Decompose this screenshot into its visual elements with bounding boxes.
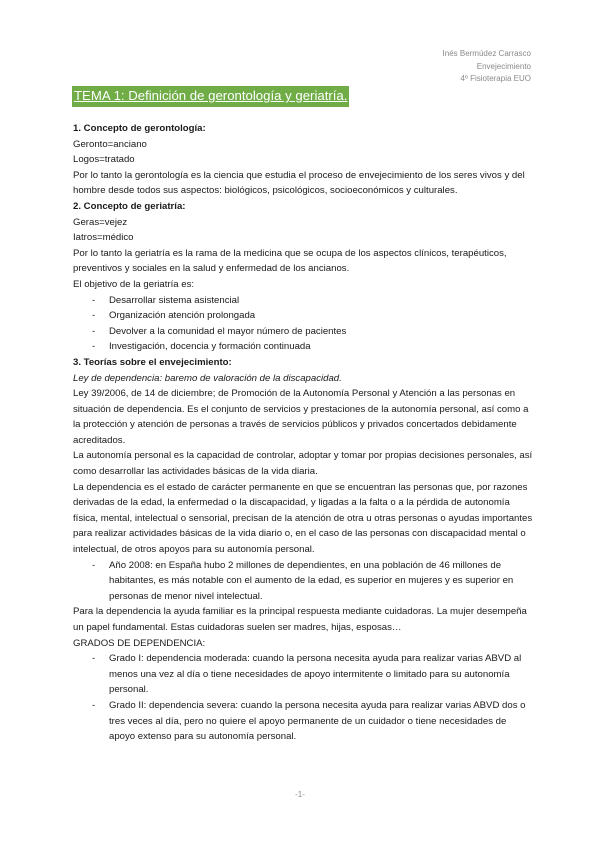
page-number: -1- [295,790,305,799]
paragraph: Para la dependencia la ayuda familiar es la principal respuesta mediante cuidadoras. La mujer desempeña un papel fundamental. Estas cuidadoras suelen ser madres, hijas, esposas… [73,606,527,633]
list-item: - Grado I: dependencia moderada: cuando la persona necesita ayuda para realizar varias ABVD al menos una vez al día o tiene necesidades de apoyo intermitente o limitado para su autonomía personal. [73,651,533,698]
statistics-list [73,558,533,605]
paragraph: La dependencia es el estado de carácter permanente en que se encuentran las personas que, por razones derivadas de la edad, la enfermedad o la discapacidad, y ligadas a la falta o a la pérdida de autonomía física, mental, intelectual o sensorial, precisan de la atención de otra u otras personas o ayudas importantes para realizar actividades básicas de la vida diario o, en el caso de las personas con discapacidad mental o intelectual, de otros apoyos para su autonomía personal. [73,481,533,556]
objectives-list [73,293,533,355]
header-course: 4º Fisioterapia EUO [460,74,531,83]
paragraph: El objetivo de la geriatría es: [73,278,195,290]
list-item: - Organización atención prolongada [73,308,533,324]
paragraph: Por lo tanto la geriatría es la rama de la medicina que se ocupa de los aspectos clínicos, terapéuticos, preventivos y sociales en la salud y enfermedad de los ancianos. [73,247,507,275]
definition-line: Geronto=anciano [73,138,147,150]
definition-line: Geras=vejez [73,216,128,228]
list-item: - Año 2008: en España hubo 2 millones de dependientes, en una población de 46 millones de habitantes, es más notable con el aumento de la edad, es superior en mujeres y es superior en personas de menor nivel intelectual. [73,558,533,605]
definition-line: Iatros=médico [73,232,134,244]
header-author: Inés Bermúdez Carrasco [442,49,531,58]
header-subject: Envejecimiento [476,61,531,71]
document-body [73,121,533,745]
list-item: - Investigación, docencia y formación continuada [73,339,533,355]
page-title: TEMA 1: Definición de gerontología y geriatría. [72,86,349,107]
grades-list [73,651,533,745]
paragraph: Por lo tanto la gerontología es la ciencia que estudia el proceso de envejecimiento de los seres vivos y del hombre desde todos sus aspectos: biológicos, psicológicos, socioeconómicos y culturales. [73,169,525,197]
paragraph: Ley 39/2006, de 14 de diciembre; de Promoción de la Autonomía Personal y Atención a las personas en situación de dependencia. Es el conjunto de servicios y prestaciones de la autonomía personal, así como a la protección y atención de personas a través de servicios públicos y privados concertados debidamente acreditados. [73,388,529,446]
page-header [443,48,531,86]
section-heading-gerontology: 1. Concepto de gerontología: [73,123,206,134]
definition-line: Logos=tratado [73,154,135,166]
list-item: - Desarrollar sistema asistencial [73,293,533,309]
subheading: Ley de dependencia: baremo de valoración de la discapacidad. [73,372,342,384]
paragraph: La autonomía personal es la capacidad de controlar, adoptar y tomar por propias decisiones personales, así como desarrollar las actividades básicas de la vida diaria. [73,450,533,478]
list-item: - Devolver a la comunidad el mayor número de pacientes [73,324,533,340]
section-heading-geriatrics: 2. Concepto de geriatría: [73,200,186,212]
grades-heading: GRADOS DE DEPENDENCIA: [73,637,206,649]
section-heading-theories: 3. Teorías sobre el envejecimiento: [73,356,232,368]
list-item: - Grado II: dependencia severa: cuando la persona necesita ayuda para realizar varias ABVD dos o tres veces al día, pero no quiere el apoyo permanente de un cuidador o tiene necesidades de apoyo extenso para su autonomía personal. [73,698,533,745]
